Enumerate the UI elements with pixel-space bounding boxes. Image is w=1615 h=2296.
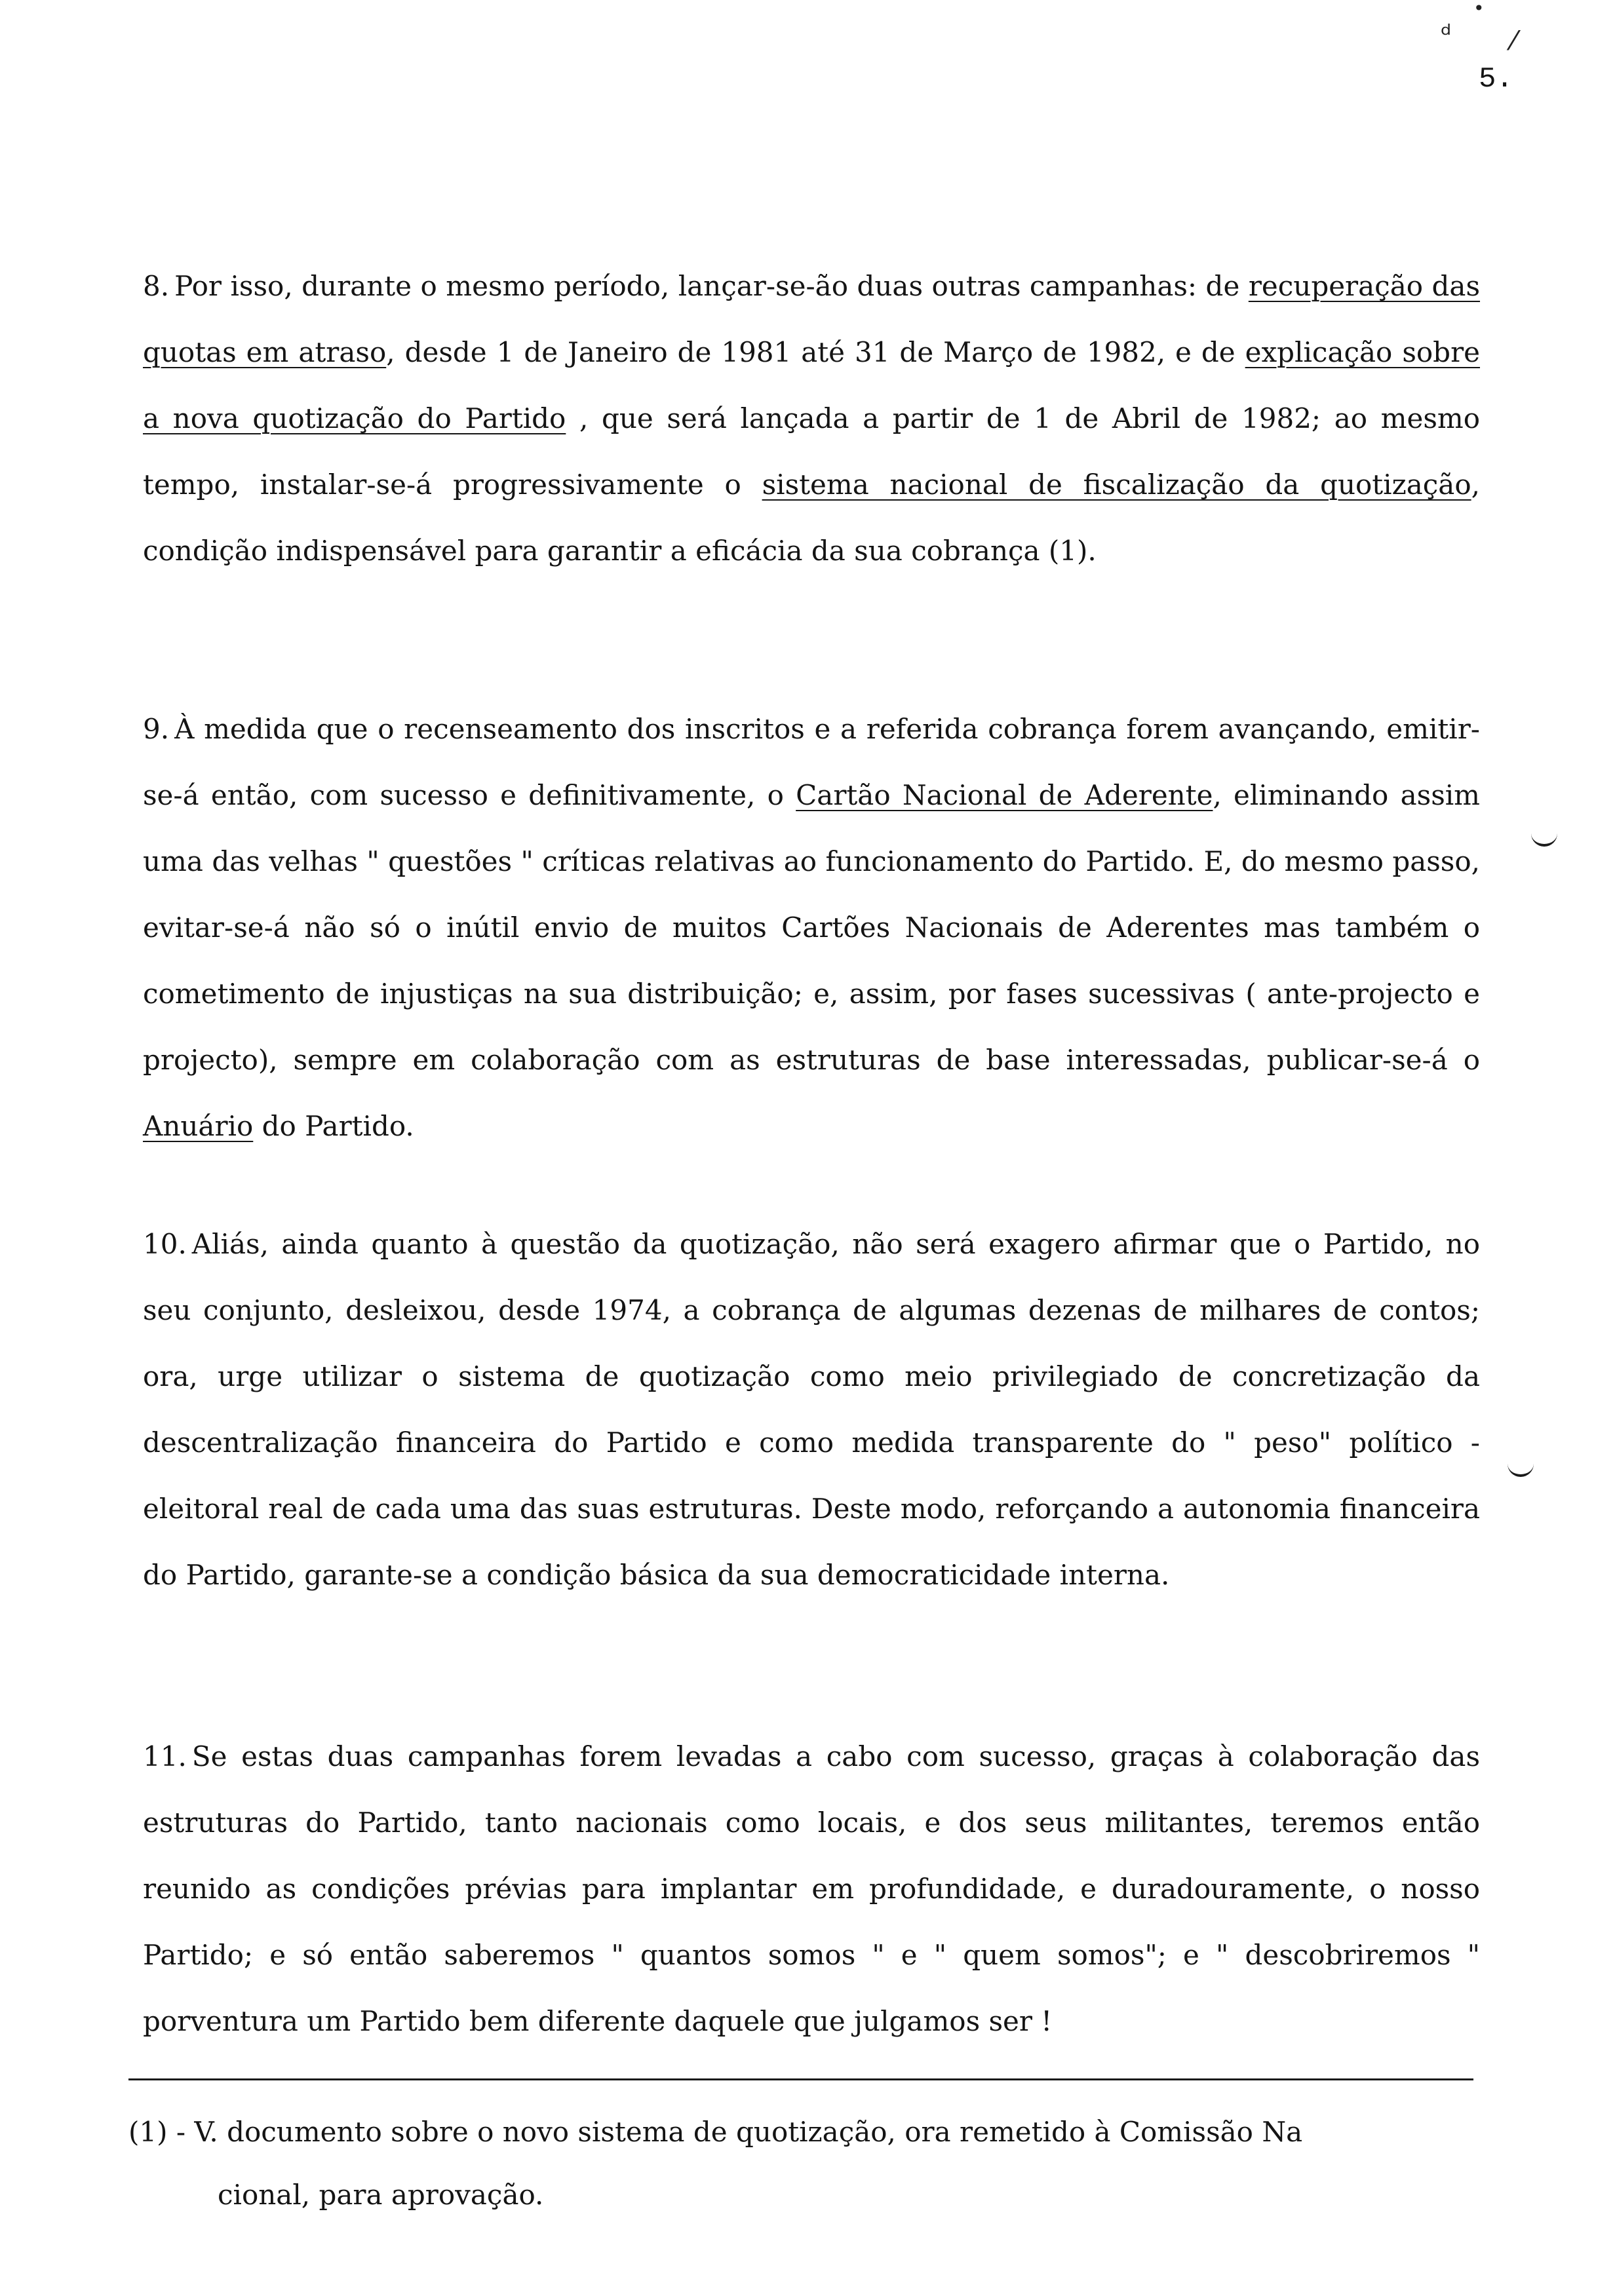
handwritten-mark: • — [1473, 0, 1485, 19]
text-run: Se estas duas campanhas forem levadas a cabo com sucesso, graças à colaboração das estruturas do Partido, tanto nacionais como locais, e dos seus militantes, teremos então reunido as condições prévias para implantar em profundidade, e duradouramente, o nosso Partido; e só então saberemos " quantos somos " e " quem somos"; e " descobriremos " porventura um Partido bem diferente daquele que julgamos ser ! — [143, 1740, 1480, 2037]
footnote — [128, 2101, 1479, 2227]
paragraph-number: 11. — [143, 1740, 187, 1772]
underlined-phrase: explicação sobre a nova quotização do Partido — [143, 336, 1480, 434]
paragraph-number: 10. — [143, 1228, 187, 1260]
text-run: À medida que o recenseamento dos inscritos e a referida cobrança forem avançando, emitir-se-á então, com sucesso e definitivamente, o — [143, 713, 1480, 811]
handwritten-mark: ⁄ — [1511, 26, 1516, 56]
handwritten-tick-mark — [1508, 1460, 1534, 1477]
paragraph-number: 8. — [143, 270, 170, 302]
underlined-phrase: sistema nacional de fiscalização da quotização — [762, 469, 1471, 501]
text-run: , desde 1 de Janeiro de 1981 até 31 de Março de 1982, e de — [386, 336, 1245, 368]
paragraph-9 — [143, 696, 1480, 1159]
text-run: Aliás, ainda quanto à questão da quotização, não será exagero afirmar que o Partido, no seu conjunto, desleixou, desde 1974, a cobrança de algumas dezenas de milhares de contos; ora, urge utilizar o sistema de quotização como meio privilegiado de concretização da descentralização financeira do Partido e como medida transparente do " peso" político - eleitoral real de cada uma das suas estruturas. Deste modo, reforçando a autonomia financeira do Partido, garante-se a condição básica da sua democraticidade interna. — [143, 1228, 1480, 1591]
page-number: 5. — [1479, 63, 1513, 96]
paragraph-11 — [143, 1723, 1480, 2054]
underlined-phrase: recuperação das quotas em atraso — [143, 270, 1481, 368]
underlined-phrase: Cartão Nacional de Aderente — [796, 779, 1213, 811]
text-run: do Partido. — [253, 1110, 414, 1142]
paragraph-10 — [143, 1211, 1480, 1608]
paragraph-body — [143, 713, 1480, 1142]
handwritten-mark: ᵈ — [1441, 20, 1452, 50]
text-run: , eliminando assim uma das velhas " questões " críticas relativas ao funcionamento do Partido. E, do mesmo passo, evitar-se-á não só o inútil envio de muitos Cartões Nacionais de Aderentes mas também o cometimento de injustiças na sua distribuição; e, assim, por fases sucessivas ( ante-projecto e projecto), sempre em colaboração com as estruturas de base interessadas, publicar-se-á o — [143, 779, 1481, 1076]
footnote-separator — [128, 2078, 1473, 2080]
paragraph-body — [143, 1228, 1480, 1591]
paragraph-body — [143, 270, 1480, 567]
text-run: , que será lançada a partir de 1 de Abril de 1982; ao mesmo tempo, instalar-se-á progressivamente o — [143, 402, 1480, 501]
footnote-marker: (1) - V. — [128, 2116, 218, 2148]
footnote-line-1: documento sobre o novo sistema de quotização, ora remetido à Comissão Na — [227, 2116, 1303, 2148]
footnote-line-2: cional, para aprovação. — [218, 2179, 544, 2211]
paragraph-8 — [143, 253, 1480, 584]
paragraph-number: 9. — [143, 713, 170, 745]
paragraph-body — [143, 1740, 1480, 2037]
underlined-phrase: Anuário — [143, 1110, 254, 1142]
handwritten-tick-mark — [1531, 830, 1557, 847]
text-run: , condição indispensável para garantir a eficácia da sua cobrança (1). — [143, 469, 1480, 567]
text-run: Por isso, durante o mesmo período, lançar-se-ão duas outras campanhas: de — [174, 270, 1249, 302]
